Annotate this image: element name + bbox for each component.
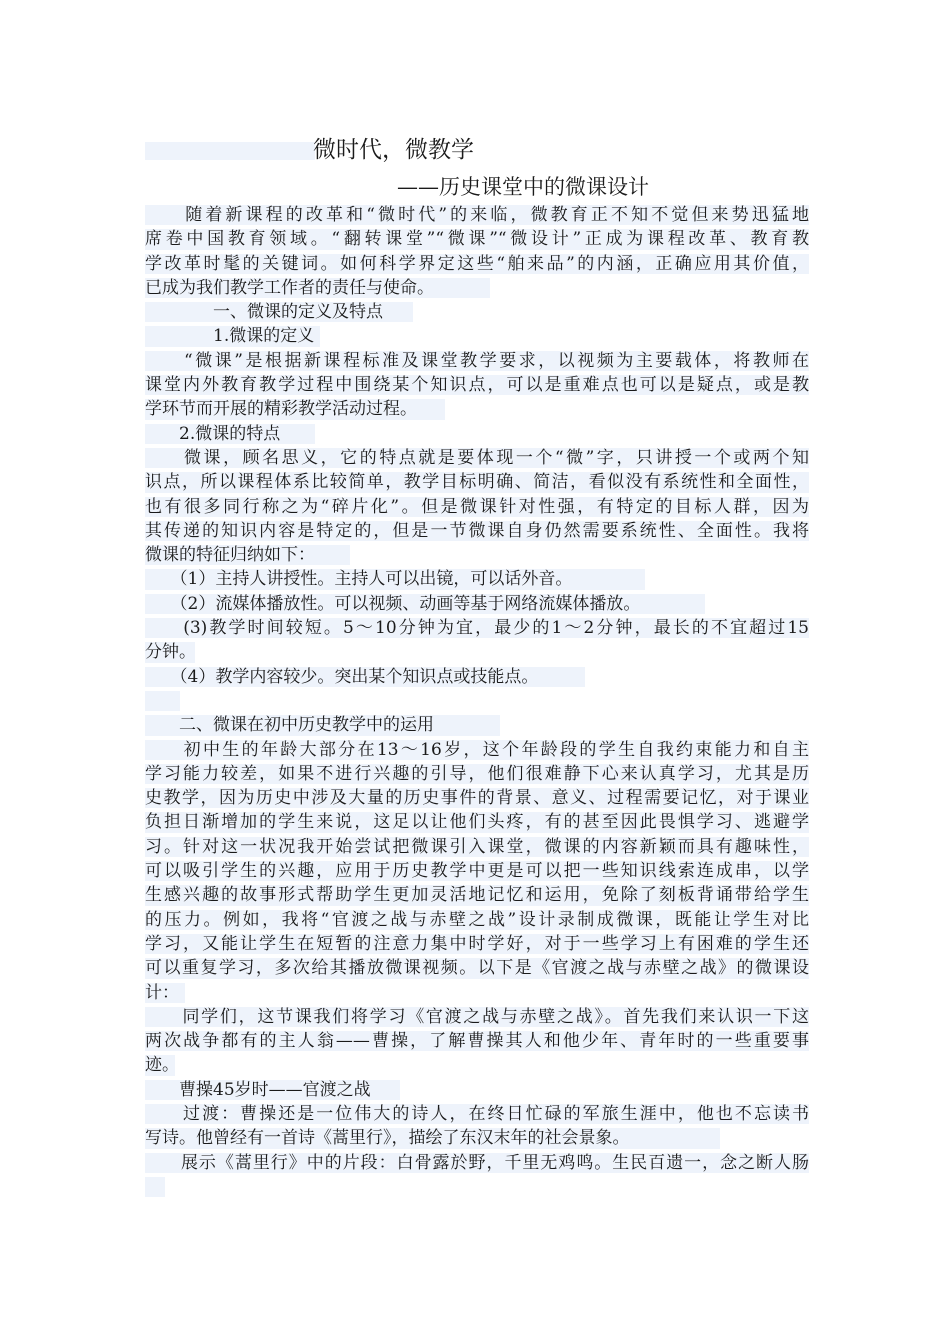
body-line-text: 分钟。 bbox=[145, 642, 196, 663]
body-line bbox=[145, 495, 809, 519]
title-highlight bbox=[145, 142, 315, 160]
body-line-text: 过渡：曹操还是一位伟大的诗人，在终日忙碌的军旅生涯中，他也不忘读书 bbox=[145, 1103, 809, 1124]
line-highlight bbox=[145, 691, 180, 711]
body-line bbox=[145, 1151, 809, 1175]
body-line bbox=[145, 470, 809, 494]
body-line bbox=[145, 640, 809, 664]
body-line bbox=[145, 1126, 809, 1150]
body-line bbox=[145, 665, 809, 689]
body-line bbox=[145, 227, 809, 251]
body-line-text: 的压力。例如，我将“官渡之战与赤壁之战”设计录制成微课，既能让学生对比 bbox=[145, 909, 809, 930]
body-line-text: 一、微课的定义及特点 bbox=[145, 302, 383, 323]
body-line bbox=[145, 932, 809, 956]
document-title-block bbox=[145, 134, 809, 166]
body-line-text: 迹。 bbox=[145, 1055, 179, 1076]
body-line-text: （4）教学内容较少。突出某个知识点或技能点。 bbox=[145, 666, 539, 687]
body-line bbox=[145, 981, 809, 1005]
body-line-text: 识点，所以课程体系比较简单，教学目标明确、简洁，看似没有系统性和全面性， bbox=[145, 472, 809, 493]
document-title: 微时代，微教学 bbox=[313, 137, 474, 163]
body-line-text: 1.微课的定义 bbox=[145, 326, 315, 347]
body-line bbox=[145, 1175, 809, 1199]
body-line-text: 其传递的知识内容是特定的，但是一节微课自身仍然需要系统性、全面性。我将 bbox=[145, 520, 809, 541]
body-line-text: “微课”是根据新课程标准及课堂教学要求，以视频为主要载体，将教师在 bbox=[145, 350, 809, 371]
body-line-text: （2）流媒体播放性。可以视频、动画等基于网络流媒体播放。 bbox=[145, 593, 641, 614]
body-line-text: 可以重复学习，多次给其播放微课视频。以下是《官渡之战与赤壁之战》的微课设 bbox=[145, 958, 809, 979]
body-line-text: 写诗。他曾经有一首诗《蒿里行》，描绘了东汉末年的社会景象。 bbox=[145, 1128, 630, 1149]
body-line-text: 微课的特征归纳如下： bbox=[145, 545, 315, 566]
line-highlight bbox=[145, 1177, 165, 1197]
document-subtitle-block bbox=[145, 173, 809, 201]
body-line bbox=[145, 543, 809, 567]
body-line-text: （1）主持人讲授性。主持人可以出镜，可以话外音。 bbox=[145, 569, 573, 590]
body-line bbox=[145, 373, 809, 397]
body-line bbox=[145, 1005, 809, 1029]
body-line-text: 同学们，这节课我们将学习《官渡之战与赤壁之战》。首先我们来认识一下这 bbox=[145, 1006, 809, 1027]
body-line-text: 随着新课程的改革和“微时代”的来临，微教育正不知不觉但来势迅猛地 bbox=[145, 205, 809, 225]
body-line bbox=[145, 397, 809, 421]
body-line-text: 席卷中国教育领域。“翻转课堂”“微课”“微设计”正成为课程改革、教育教 bbox=[145, 229, 809, 250]
body-line-text: 生感兴趣的故事形式帮助学生更加灵活地记忆和运用，免除了刻板背诵带给学生 bbox=[145, 885, 809, 906]
body-line-text: 负担日渐增加的学生来说，这足以让他们头疼，有的甚至因此畏惧学习、逃避学 bbox=[145, 812, 809, 833]
body-line-text: 可以吸引学生的兴趣，应用于历史教学中更是可以把一些知识线索连成串，以学 bbox=[145, 861, 809, 882]
body-line bbox=[145, 713, 809, 737]
body-line-text: (3)教学时间较短。5～10分钟为宜，最少的1～2分钟，最长的不宜超过15 bbox=[145, 618, 809, 639]
body-line-text: 学习能力较差，如果不进行兴趣的引导，他们很难静下心来认真学习，尤其是历 bbox=[145, 763, 809, 784]
body-line bbox=[145, 203, 809, 227]
body-line bbox=[145, 1102, 809, 1126]
body-line bbox=[145, 567, 809, 591]
body-line bbox=[145, 908, 809, 932]
body-line bbox=[145, 786, 809, 810]
body-line bbox=[145, 300, 809, 324]
body-line-text: 学改革时髦的关键词。如何科学界定这些“舶来品”的内涵，正确应用其价值， bbox=[145, 253, 809, 274]
body-line-text: 展示《蒿里行》中的片段：白骨露於野，千里无鸡鸣。生民百遗一，念之断人肠 bbox=[145, 1152, 809, 1173]
body-line-text: 两次战争都有的主人翁——曹操，了解曹操其人和他少年、青年时的一些重要事 bbox=[145, 1031, 809, 1052]
body-line bbox=[145, 349, 809, 373]
body-line bbox=[145, 689, 809, 713]
body-line-text: 学习，又能让学生在短暂的注意力集中时学好，对于一些学习上有困难的学生还 bbox=[145, 933, 809, 954]
body-line-text: 二、微课在初中历史教学中的运用 bbox=[145, 715, 434, 736]
body-line bbox=[145, 324, 809, 348]
body-line bbox=[145, 883, 809, 907]
body-line bbox=[145, 810, 809, 834]
body-line bbox=[145, 519, 809, 543]
body-line bbox=[145, 252, 809, 276]
body-line bbox=[145, 762, 809, 786]
body-line bbox=[145, 276, 809, 300]
document-subtitle: ——历史课堂中的微课设计 bbox=[397, 175, 649, 199]
body-line bbox=[145, 1029, 809, 1053]
body-line-text: 课堂内外教育教学过程中围绕某个知识点，可以是重难点也可以是疑点，或是教 bbox=[145, 375, 809, 396]
body-line bbox=[145, 422, 809, 446]
body-line bbox=[145, 859, 809, 883]
document-body bbox=[145, 203, 809, 1199]
body-line bbox=[145, 616, 809, 640]
body-line-text: 史教学，因为历史中涉及大量的历史事件的背景、意义、过程需要记忆，对于课业 bbox=[145, 788, 809, 809]
body-line-text: 习。针对这一状况我开始尝试把微课引入课堂，微课的内容新颖而具有趣味性， bbox=[145, 836, 809, 857]
body-line-text: 也有很多同行称之为“碎片化”。但是微课针对性强，有特定的目标人群，因为 bbox=[145, 496, 809, 517]
body-line bbox=[145, 956, 809, 980]
body-line bbox=[145, 446, 809, 470]
body-line-text: 微课，顾名思义，它的特点就是要体现一个“微”字，只讲授一个或两个知 bbox=[145, 447, 809, 468]
body-line bbox=[145, 738, 809, 762]
body-line bbox=[145, 592, 809, 616]
body-line-text: 计： bbox=[145, 982, 179, 1003]
body-line-text: 初中生的年龄大部分在13～16岁，这个年龄段的学生自我约束能力和自主 bbox=[145, 739, 809, 760]
body-line bbox=[145, 1053, 809, 1077]
body-line bbox=[145, 1078, 809, 1102]
body-line-text: 2.微课的特点 bbox=[145, 423, 281, 444]
body-line-text: 已成为我们教学工作者的责任与使命。 bbox=[145, 277, 434, 298]
body-line bbox=[145, 835, 809, 859]
body-line-text: 学环节而开展的精彩教学活动过程。 bbox=[145, 399, 417, 420]
body-line-text: 曹操45岁时——官渡之战 bbox=[145, 1079, 371, 1100]
